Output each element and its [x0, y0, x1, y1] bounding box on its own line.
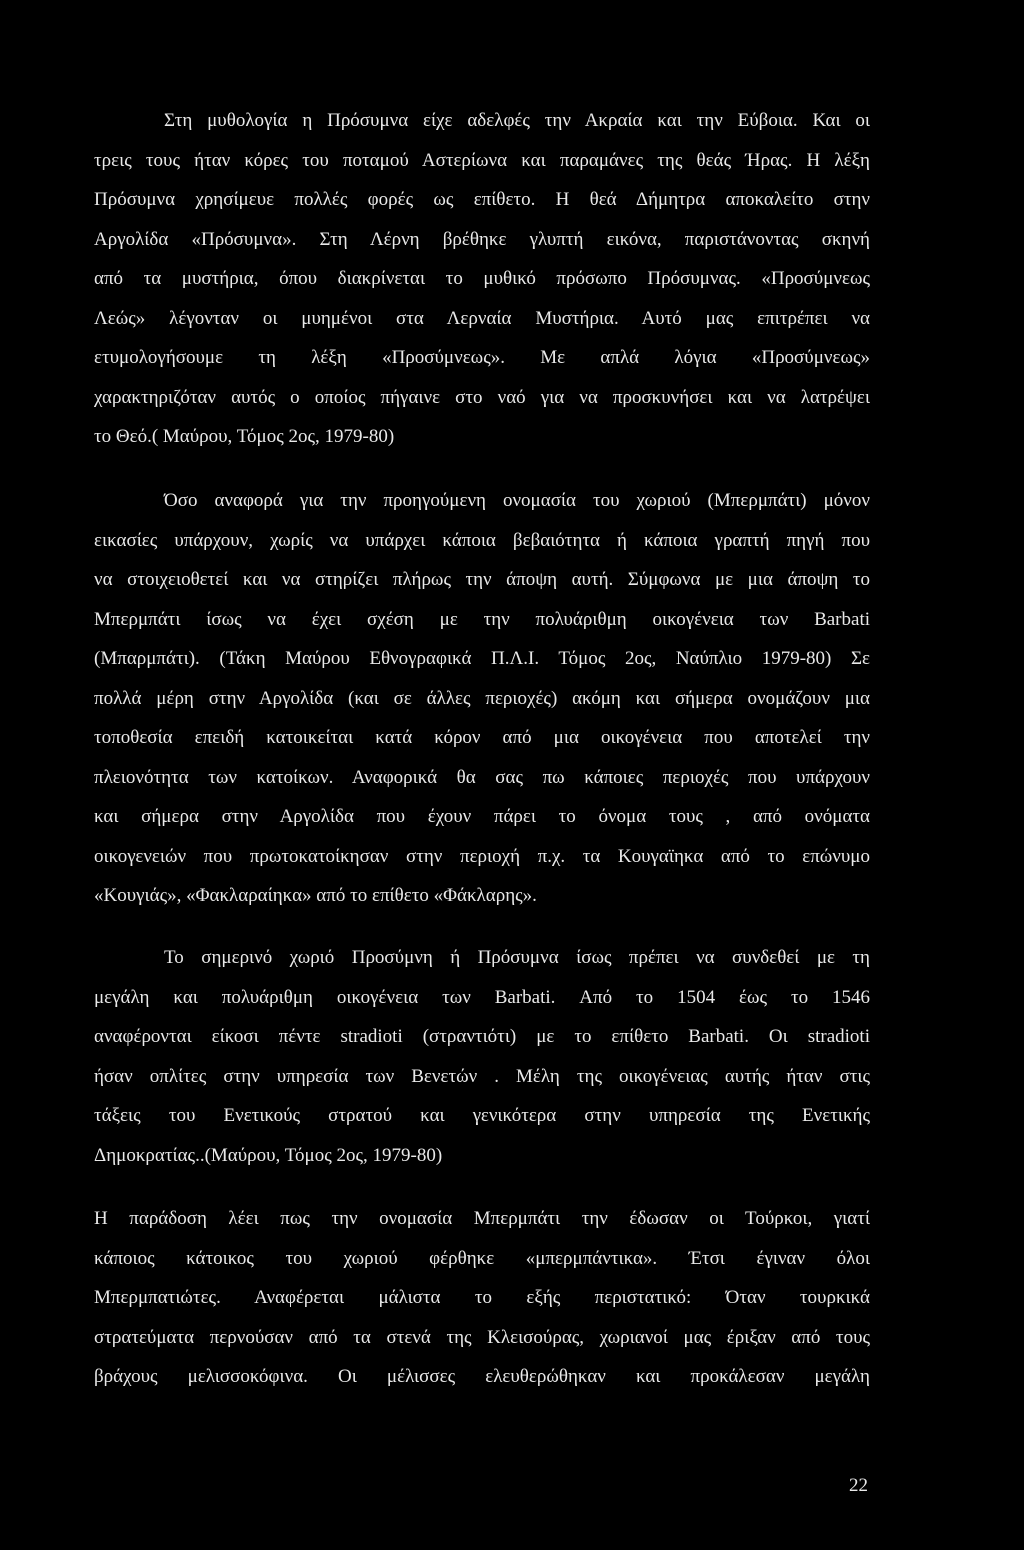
text-line: κάποιος κάτοικος του χωριού φέρθηκε «μπερμπάντικα». Έτσι έγιναν όλοι [94, 1247, 870, 1269]
text-line: Όσο αναφορά για την προηγούμενη ονομασία του χωριού (Μπερμπάτι) μόνον [164, 490, 870, 511]
text-line: μεγάλη και πολυάριθμη οικογένεια των Barbati. Από το 1504 έως το 1546 [94, 986, 870, 1008]
text-line: τάξεις του Ενετικούς στρατού και γενικότερα στην υπηρεσία της Ενετικής [94, 1105, 870, 1126]
text-line: πολλά μέρη στην Αργολίδα (και σε άλλες περιοχές) ακόμη και σήμερα ονομάζουν μια [94, 687, 870, 709]
text-line: εικασίες υπάρχουν, χωρίς να υπάρχει κάποια βεβαιότητα ή κάποια γραπτή πηγή που [94, 529, 870, 551]
text-line: «Κουγιάς», «Φακλαραίηκα» από το επίθετο «Φάκλαρης». [94, 885, 537, 906]
text-line: τρεις τους ήταν κόρες του ποταμού Αστερίωνα και παραμάνες της θεάς Ήρας. Η λέξη [94, 149, 870, 171]
text-line: Λεώς» λέγονταν οι μυημένοι στα Λερναία Μυστήρια. Αυτό μας επιτρέπει να [94, 307, 870, 329]
page-number: 22 [849, 1475, 868, 1496]
text-line: ετυμολογήσουμε τη λέξη «Προσύμνεως». Με απλά λόγια «Προσύμνεως» [94, 347, 870, 368]
text-line: και σήμερα στην Αργολίδα που έχουν πάρει το όνομα τους , από ονόματα [94, 806, 870, 827]
text-line: Μπερμπάτι ίσως να έχει σχέση με την πολυάριθμη οικογένεια των Barbati [94, 608, 870, 630]
text-line: οικογενειών που πρωτοκατοίκησαν στην περιοχή π.χ. τα Κουγαϊηκα από το επώνυμο [94, 845, 870, 867]
text-line: στρατεύματα περνούσαν από τα στενά της Κλεισούρας, χωριανοί μας έριξαν από τους [94, 1326, 870, 1348]
text-line: χαρακτηριζόταν αυτός ο οποίος πήγαινε στο ναό για να προσκυνήσει και να λατρέψει [94, 386, 870, 408]
text-line: τοποθεσία επειδή κατοικείται κατά κόρον από μια οικογένεια που αποτελεί την [94, 727, 870, 748]
text-line: πλειονότητα των κατοίκων. Αναφορικά θα σας πω κάποιες περιοχές που υπάρχουν [94, 766, 870, 788]
text-line: Πρόσυμνα χρησίμευε πολλές φορές ως επίθετο. Η θεά Δήμητρα αποκαλείτο στην [94, 189, 870, 210]
text-line: ήσαν οπλίτες στην υπηρεσία των Βενετών . Μέλη της οικογένειας αυτής ήταν στις [94, 1065, 870, 1087]
text-line: Η παράδοση λέει πως την ονομασία Μπερμπάτι την έδωσαν οι Τούρκοι, γιατί [94, 1208, 870, 1229]
text-line: Το σημερινό χωριό Προσύμνη ή Πρόσυμνα ίσως πρέπει να συνδεθεί με τη [164, 947, 870, 968]
text-line: το Θεό.( Μαύρου, Τόμος 2ος, 1979-80) [94, 426, 395, 447]
text-line: Μπερμπατιώτες. Αναφέρεται μάλιστα το εξής περιστατικό: Όταν τουρκικά [94, 1287, 870, 1308]
text-line: Αργολίδα «Πρόσυμνα». Στη Λέρνη βρέθηκε γλυπτή εικόνα, παριστάνοντας σκηνή [94, 228, 870, 250]
text-line: αναφέρονται είκοσι πέντε stradioti (στραντιότι) με το επίθετο Barbati. Οι stradioti [94, 1026, 870, 1047]
text-line: βράχους μελισσοκόφινα. Οι μέλισσες ελευθερώθηκαν και προκάλεσαν μεγάλη [94, 1366, 870, 1387]
text-line: Στη μυθολογία η Πρόσυμνα είχε αδελφές την Ακραία και την Εύβοια. Και οι [164, 110, 870, 131]
paragraph-tradition [94, 1199, 870, 1397]
paragraph-village-name [94, 481, 870, 916]
paragraph-mythology [94, 101, 870, 457]
text-line: να στοιχειοθετεί και να στηρίζει πλήρως την άποψη αυτή. Σύμφωνα με μια άποψη το [94, 569, 870, 590]
text-line: από τα μυστήρια, όπου διακρίνεται το μυθικό πρόσωπο Πρόσυμνας. «Προσύμνεως [94, 268, 870, 289]
text-line: (Μπαρμπάτι). (Τάκη Μαύρου Εθνογραφικά Π.Λ.Ι. Τόμος 2ος, Ναύπλιο 1979-80) Σε [94, 648, 870, 669]
paragraph-barbati-family [94, 938, 870, 1175]
text-line: Δημοκρατίας..(Μαύρου, Τόμος 2ος, 1979-80) [94, 1144, 443, 1166]
